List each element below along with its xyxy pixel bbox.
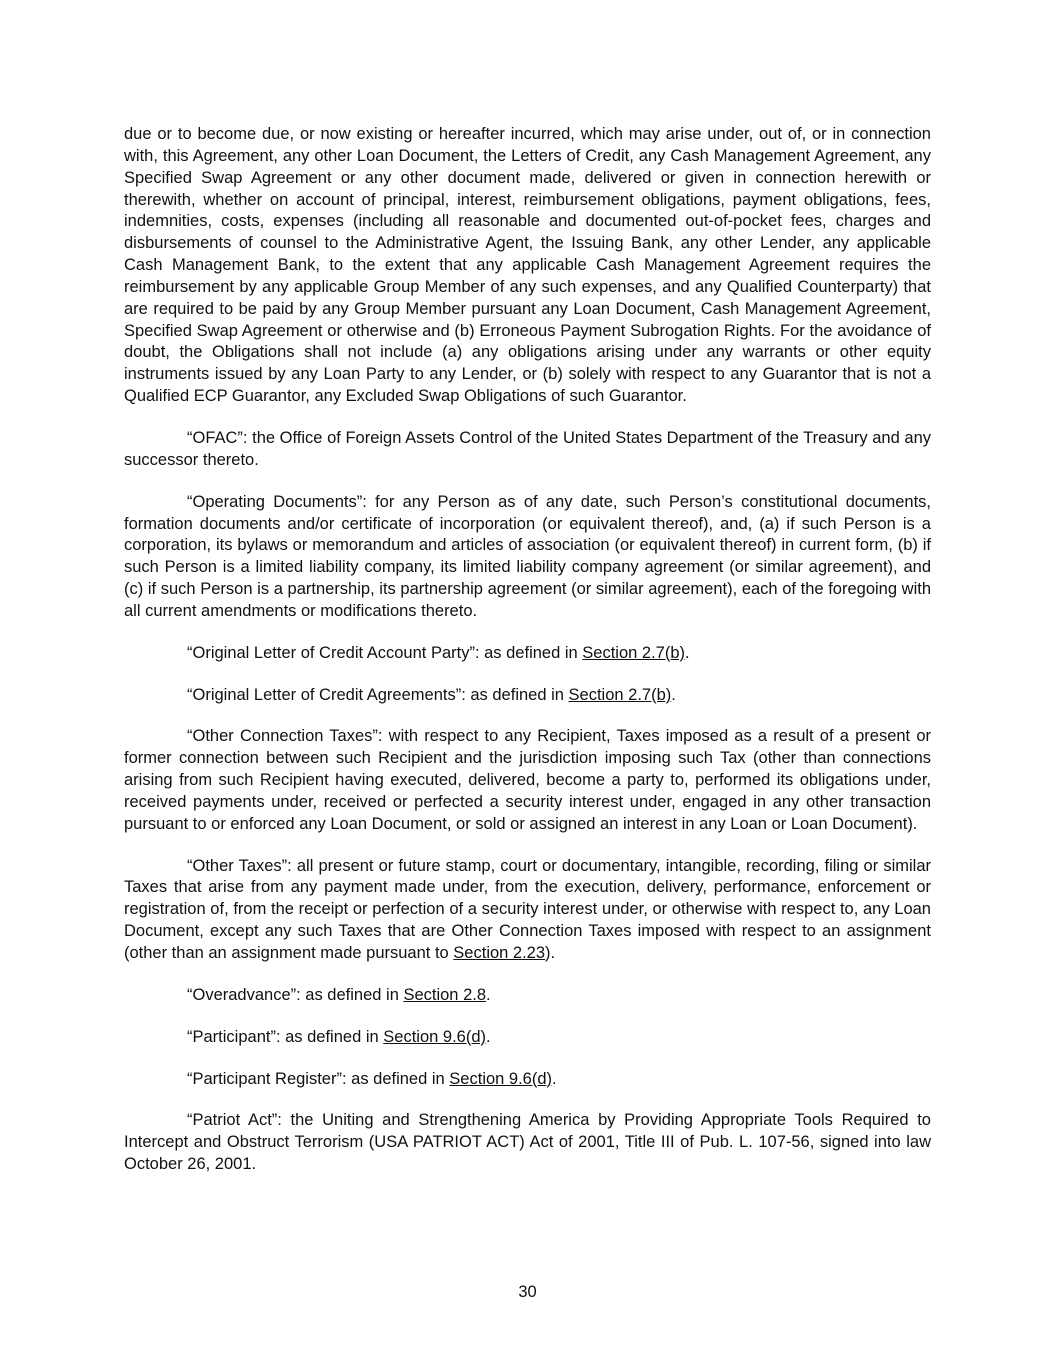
definition-suffix: .	[486, 985, 491, 1004]
page-number: 30	[518, 1283, 537, 1301]
patriot-act-definition: “Patriot Act”: the Uniting and Strengthening America by Providing Appropriate Tools Required to Intercept and Obstruct Terrorism (USA PATRIOT ACT) Act of 2001, Title III of Pub. L. 107-56, signed into law October 26, 2001.	[124, 1111, 931, 1174]
operating-documents-definition: “Operating Documents”: for any Person as of any date, such Person’s constitutional documents, formation documents and/or certificate of incorporation (or equivalent thereof), and, (a) if such Person is a corporation, its bylaws or memorandum and articles of association (or equivalent thereof) in current form, (b) if such Person is a limited liability company, its limited liability company agreement (or similar agreement), and (c) if such Person is a partnership, its partnership agreement (or similar agreement), each of the foregoing with all current amendments or modifications thereto.	[124, 492, 931, 620]
obligations-definition-continuation: due or to become due, or now existing or hereafter incurred, which may arise under, out of, or in connection with, this Agreement, any other Loan Document, the Letters of Credit, any Cash Management Agreement, any Specified Swap Agreement or any other document made, delivered or given in connection herewith or therewith, whether on account of principal, interest, reimbursement obligations, payment obligations, fees, indemnities, costs, expenses (including all reasonable and documented out-of-pocket fees, charges and disbursements of counsel to the Administrative Agent, the Issuing Bank, any other Lender, any applicable Cash Management Bank, to the extent that any applicable Cash Management Agreement requires the reimbursement by any applicable Group Member of any such expenses, and any Qualified Counterparty) that are required to be paid by any Group Member pursuant any Loan Document, Cash Management Agreement, Specified Swap Agreement or otherwise and (b) Erroneous Payment Subrogation Rights. For the avoidance of doubt, the Obligations shall not include (a) any obligations arising under any warrants or other equity instruments issued by any Loan Party to any Lender, or (b) solely with respect to any Guarantor that is not a Qualified ECP Guarantor, any Excluded Swap Obligations of such Guarantor.	[124, 125, 931, 406]
other-taxes-definition	[124, 856, 931, 965]
definition-text: “Original Letter of Credit Agreements”: as defined in	[187, 685, 569, 704]
definition-suffix: .	[685, 643, 690, 662]
definition-text: “Participant”: as defined in	[187, 1027, 384, 1046]
definition-suffix: .	[486, 1027, 491, 1046]
definition-text: “Other Taxes”: all present or future stamp, court or documentary, intangible, recording, filing or similar Taxes that arise from any payment made under, from the execution, delivery, performance, enforcement or registration of, from the receipt or perfection of a security interest under, or otherwise with respect to, any Loan Document, except any such Taxes that are Other Connection Taxes imposed with respect to an assignment (other than an assignment made pursuant to	[124, 856, 931, 962]
participant-register-definition	[124, 1069, 931, 1091]
original-lc-account-party-definition	[124, 643, 931, 665]
definition-suffix: ).	[545, 944, 556, 962]
overadvance-definition	[124, 985, 931, 1007]
section-reference: Section 2.23	[453, 944, 546, 962]
section-reference: Section 2.7(b)	[568, 685, 672, 704]
definition-suffix: .	[671, 685, 676, 704]
section-reference: Section 9.6(d)	[383, 1027, 487, 1046]
definition-text: “Participant Register”: as defined in	[187, 1069, 450, 1088]
participant-definition	[124, 1027, 931, 1049]
section-reference: Section 2.8	[403, 985, 487, 1004]
other-connection-taxes-definition: “Other Connection Taxes”: with respect to any Recipient, Taxes imposed as a result of a present or former connection between such Recipient and the jurisdiction imposing such Tax (other than connections arising from such Recipient having executed, delivered, become a party to, performed its obligations under, received payments under, received or perfected a security interest under, engaged in any other transaction pursuant to or enforced any Loan Document, or sold or assigned an interest in any Loan or Loan Document).	[124, 727, 931, 833]
definition-text: “Overadvance”: as defined in	[187, 985, 404, 1004]
section-reference: Section 2.7(b)	[582, 643, 686, 662]
ofac-definition: “OFAC”: the Office of Foreign Assets Control of the United States Department of the Treasury and any successor thereto.	[124, 428, 931, 469]
original-lc-agreements-definition	[124, 685, 931, 707]
page-body	[124, 124, 931, 1196]
definition-text: “Original Letter of Credit Account Party”: as defined in	[187, 643, 583, 662]
section-reference: Section 9.6(d)	[449, 1069, 553, 1088]
definition-suffix: .	[552, 1069, 557, 1088]
